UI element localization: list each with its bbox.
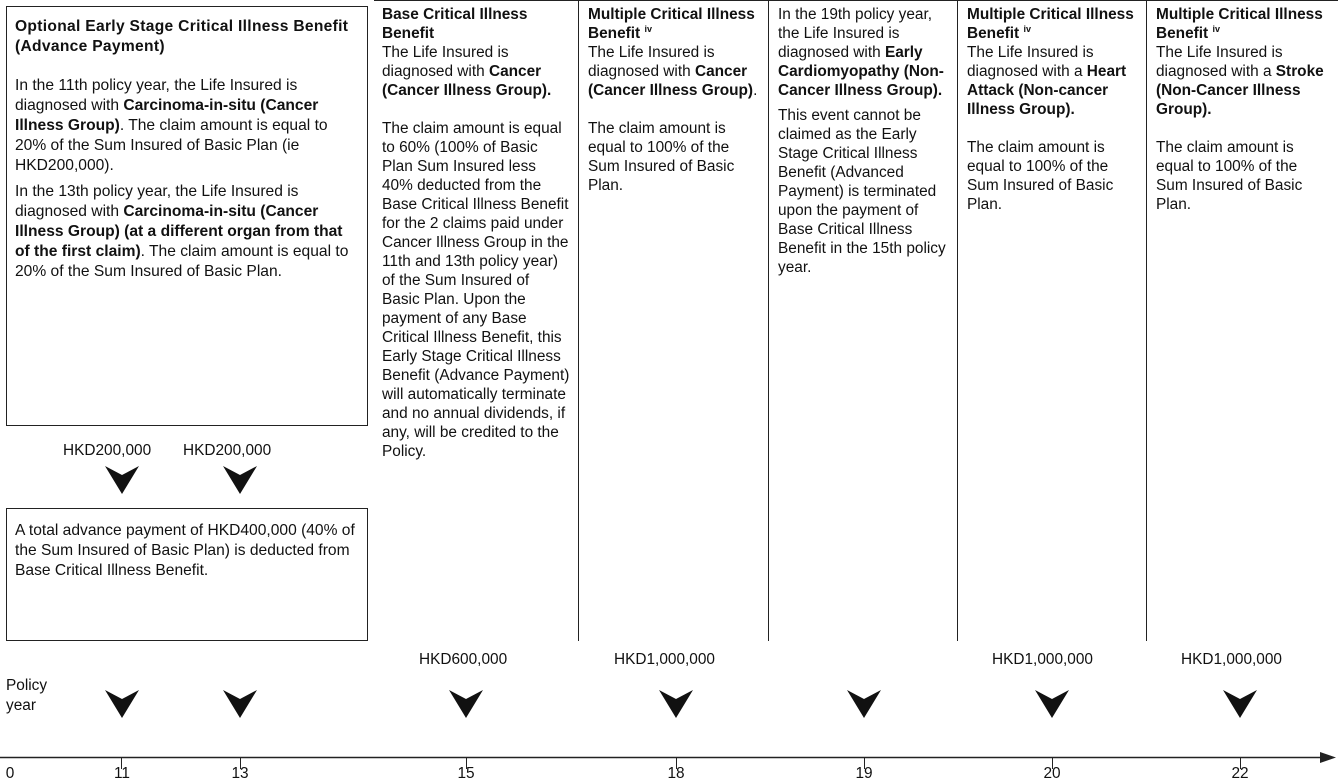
year-label: 11 bbox=[114, 765, 130, 782]
arrow-down-icon bbox=[223, 466, 257, 494]
column-diagnosis: The Life Insured is diagnosed with Cancer (Cancer Illness Group). bbox=[588, 44, 758, 99]
event-column-year-15 bbox=[374, 0, 578, 641]
advance-amount-year-13: HKD200,000 bbox=[183, 442, 272, 459]
year-label: 15 bbox=[457, 765, 475, 782]
early-stage-claim-1: In the 11th policy year, the Life Insured is diagnosed with Carcinoma-in-situ (Cancer Illness Group). The claim amount is equal to 20% of the Sum Insured of Basic Plan (ie HKD200,000). bbox=[15, 77, 328, 174]
column-title: Multiple Critical Illness Benefit $^{iv}$ bbox=[1156, 6, 1323, 42]
column-diagnosis: The Life Insured is diagnosed with Cancer (Cancer Illness Group). bbox=[382, 44, 552, 99]
column-divider bbox=[957, 0, 958, 641]
arrow-down-icon bbox=[1223, 690, 1257, 718]
advance-amount-year-11: HKD200,000 bbox=[63, 442, 152, 459]
total-advance-text: A total advance payment of HKD400,000 (40% of the Sum Insured of Basic Plan) is deducted from Base Critical Illness Benefit. bbox=[15, 522, 355, 579]
payout-amount-year-15: HKD600,000 bbox=[419, 651, 508, 668]
column-body: The claim amount is equal to 100% of the Sum Insured of Basic Plan. bbox=[1156, 139, 1303, 213]
arrow-down-icon bbox=[223, 690, 257, 718]
payout-amount-year-22: HKD1,000,000 bbox=[1181, 651, 1282, 668]
arrow-down-icon bbox=[105, 466, 139, 494]
column-diagnosis: The Life Insured is diagnosed with a Heart Attack (Non-cancer Illness Group). bbox=[967, 44, 1127, 118]
arrow-down-icon bbox=[1035, 690, 1069, 718]
payout-amount-year-20: HKD1,000,000 bbox=[992, 651, 1093, 668]
payout-amount-year-18: HKD1,000,000 bbox=[614, 651, 715, 668]
early-stage-benefit-title: Optional Early Stage Critical Illness Benefit (Advance Payment) bbox=[15, 18, 349, 55]
column-body: The claim amount is equal to 60% (100% of Basic Plan Sum Insured less 40% deducted from the Base Critical Illness Benefit for the 2 claims paid under Cancer Illness Group in the 11th and 13th policy year) of the Sum Insured of Basic Plan. Upon the payment of any Base Critical Illness Benefit, this Early Stage Critical Illness Benefit (Advance Payment) will automatically terminate and no annual dividends, if any, will be credited to the Policy. bbox=[382, 120, 570, 460]
arrow-down-icon bbox=[105, 690, 139, 718]
year-label: 22 bbox=[1231, 765, 1249, 782]
column-title: Base Critical Illness Benefit bbox=[382, 6, 528, 42]
year-label: 18 bbox=[667, 765, 685, 782]
column-body: This event cannot be claimed as the Early Stage Critical Illness Benefit (Advanced Payment) is terminated upon the payment of Base Critical Illness Benefit in the 15th policy year. bbox=[778, 107, 946, 276]
event-column-year-20 bbox=[959, 0, 1146, 641]
column-divider bbox=[1146, 0, 1147, 641]
arrow-down-icon bbox=[659, 690, 693, 718]
policy-year-label: Policy year bbox=[6, 677, 48, 714]
column-diagnosis: In the 19th policy year, the Life Insured is diagnosed with Early Cardiomyopathy (Non-Cancer Illness Group). bbox=[778, 6, 944, 99]
column-title: Multiple Critical Illness Benefit $^{iv}$ bbox=[967, 6, 1134, 42]
year-label: 20 bbox=[1043, 765, 1061, 782]
year-label: 13 bbox=[231, 765, 249, 782]
timeline-axis bbox=[0, 750, 1338, 764]
total-advance-box bbox=[6, 508, 368, 641]
early-stage-benefit-box bbox=[6, 6, 368, 426]
early-stage-claim-2: In the 13th policy year, the Life Insured is diagnosed with Carcinoma-in-situ (Cancer Illness Group) (at a different organ from that of the first claim). The claim amount is equal to 20% of the Sum Insured of Basic Plan. bbox=[15, 183, 349, 280]
arrow-down-icon bbox=[847, 690, 881, 718]
column-title: Multiple Critical Illness Benefit $^{iv}$ bbox=[588, 6, 755, 42]
event-column-year-18 bbox=[580, 0, 768, 641]
column-diagnosis: The Life Insured is diagnosed with a Stroke (Non-Cancer Illness Group). bbox=[1156, 44, 1324, 118]
arrow-down-icon bbox=[449, 690, 483, 718]
year-label: 19 bbox=[855, 765, 873, 782]
event-column-year-22 bbox=[1148, 0, 1338, 641]
column-body: The claim amount is equal to 100% of the Sum Insured of Basic Plan. bbox=[967, 139, 1114, 213]
column-divider bbox=[578, 0, 579, 641]
column-body: The claim amount is equal to 100% of the Sum Insured of Basic Plan. bbox=[588, 120, 735, 194]
column-divider bbox=[768, 0, 769, 641]
event-column-year-19 bbox=[770, 0, 957, 641]
year-label: 0 bbox=[5, 765, 15, 782]
